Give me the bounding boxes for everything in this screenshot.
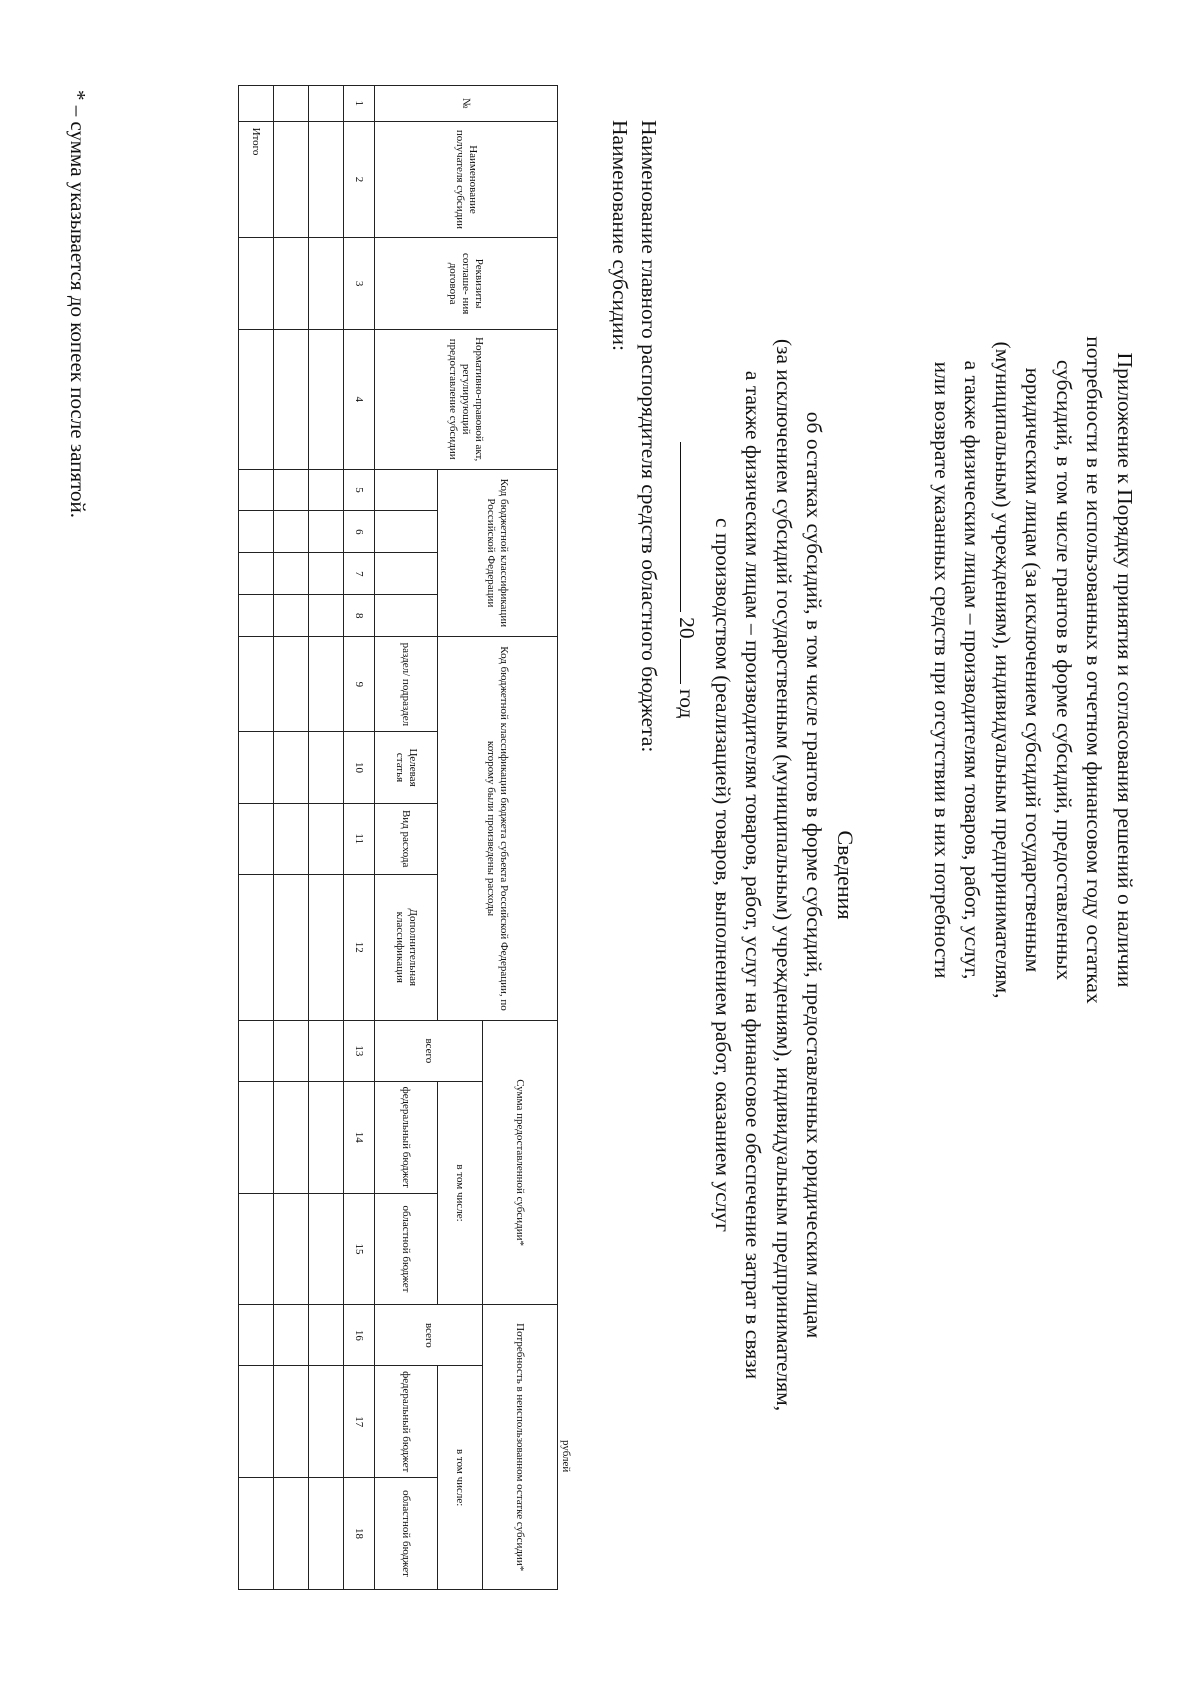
year-line	[674, 270, 703, 890]
table-cell[interactable]	[274, 1193, 309, 1305]
header-kbk-subject: Код бюджетной классификации бюджета субъекта Российской Федерации, по которому были произведены расходы	[438, 637, 558, 1021]
header-need-federal: федеральный бюджет	[375, 1366, 438, 1478]
header-agreement: Реквизиты соглаше- ния договора	[375, 238, 558, 329]
total-row	[239, 86, 274, 1590]
table-cell[interactable]	[309, 732, 344, 803]
subtitle-line: (за исключением субсидий государственным (муниципальным) учреждениям), индивидуальным предпринимателям,	[772, 338, 796, 1412]
total-label: Итого	[239, 121, 274, 238]
table-cell[interactable]	[239, 637, 274, 732]
table-cell[interactable]	[239, 874, 274, 1020]
table-cell[interactable]	[309, 803, 344, 874]
table-row	[309, 86, 344, 1590]
header-kbk-rf-part	[375, 595, 438, 637]
table-cell[interactable]	[309, 1020, 344, 1081]
table-cell[interactable]	[309, 238, 344, 329]
column-number: 3	[344, 238, 375, 329]
table-cell[interactable]	[274, 511, 309, 553]
header-article: Целевая статья	[375, 732, 438, 803]
table-cell[interactable]	[274, 874, 309, 1020]
column-number: 8	[344, 595, 375, 637]
column-number: 4	[344, 329, 375, 469]
appendix-line: или возврате указанных средств при отсутствии в них потребности	[930, 361, 954, 979]
report-table	[238, 85, 558, 1590]
table-cell[interactable]	[274, 1305, 309, 1366]
table-cell[interactable]	[239, 803, 274, 874]
table-cell[interactable]	[309, 329, 344, 469]
table-cell[interactable]	[274, 1478, 309, 1590]
table-cell[interactable]	[309, 86, 344, 122]
appendix-line: Приложение к Порядку принятия и согласования решений о наличии	[1113, 352, 1137, 988]
subtitle-line: с производством (реализацией) товаров, выполнением работ, оказанием услуг	[711, 518, 735, 1232]
appendix-header	[927, 290, 1141, 1050]
table-cell[interactable]	[274, 121, 309, 238]
table-cell[interactable]	[239, 1366, 274, 1478]
column-number: 14	[344, 1081, 375, 1193]
date-blank[interactable]	[680, 442, 703, 612]
table-cell[interactable]	[309, 1081, 344, 1193]
header-need: Потребность в неиспользованном остатке субсидии*	[483, 1305, 558, 1590]
header-provided-incl: в том числе:	[438, 1081, 483, 1305]
table-cell[interactable]	[274, 86, 309, 122]
footnote: * – сумма указывается до копеек после запятой.	[66, 90, 90, 518]
table-cell[interactable]	[309, 1478, 344, 1590]
column-number: 9	[344, 637, 375, 732]
header-expense-type: Вид расхода	[375, 803, 438, 874]
column-number: 16	[344, 1305, 375, 1366]
document-title: Сведения	[833, 830, 858, 920]
document-title-block	[708, 250, 861, 1500]
header-provided-regional: областной бюджет	[375, 1193, 438, 1305]
column-number: 12	[344, 874, 375, 1020]
header-provided: Сумма предоставленной субсидии*	[483, 1020, 558, 1305]
column-number: 11	[344, 803, 375, 874]
column-number: 18	[344, 1478, 375, 1590]
column-number: 5	[344, 469, 375, 511]
form-fields	[605, 120, 663, 1520]
table-cell[interactable]	[274, 595, 309, 637]
column-number: 7	[344, 553, 375, 595]
column-number: 10	[344, 732, 375, 803]
header-recipient: Наименование получателя субсидии	[375, 121, 558, 238]
header-act: Нормативно-правовой акт, регулирующий предоставление субсидии	[375, 329, 558, 469]
header-additional: Дополнительная классификация	[375, 874, 438, 1020]
table-cell[interactable]	[309, 595, 344, 637]
table-cell[interactable]	[309, 1305, 344, 1366]
table-row	[274, 86, 309, 1590]
table-cell[interactable]	[239, 238, 274, 329]
column-number: 1	[344, 86, 375, 122]
header-kbk-rf: Код бюджетной классификации Российской Федерации	[438, 469, 558, 637]
year-blank[interactable]	[680, 639, 703, 684]
table-cell[interactable]	[309, 637, 344, 732]
header-provided-total: всего	[375, 1020, 483, 1081]
table-cell[interactable]	[274, 1366, 309, 1478]
appendix-line: потребности в не использованных в отчетном финансовом году остатках	[1082, 336, 1107, 1004]
year-suffix: год	[675, 688, 699, 719]
table-cell[interactable]	[309, 121, 344, 238]
unit-label: рублей	[560, 1440, 572, 1473]
header-kbk-rf-part	[375, 553, 438, 595]
table-cell[interactable]	[274, 553, 309, 595]
subsidy-field-label: Наименование субсидии:	[608, 120, 632, 351]
table-cell[interactable]	[239, 732, 274, 803]
column-number: 13	[344, 1020, 375, 1081]
header-need-incl: в том числе:	[438, 1366, 483, 1590]
table-cell[interactable]	[239, 1193, 274, 1305]
year-prefix: 20	[675, 617, 699, 639]
table-cell[interactable]	[239, 553, 274, 595]
table-cell[interactable]	[274, 238, 309, 329]
table-cell[interactable]	[274, 637, 309, 732]
table-cell[interactable]	[309, 469, 344, 511]
header-kbk-rf-part	[375, 469, 438, 511]
header-need-regional: областной бюджет	[375, 1478, 438, 1590]
appendix-line: а также физическим лицам – производителям товаров, работ, услуг,	[960, 360, 985, 980]
column-number: 2	[344, 121, 375, 238]
subtitle-line: а также физическим лицам – производителям товаров, работ, услуг на финансовое обеспечение затрат в связи	[741, 370, 766, 1380]
header-need-total: всего	[375, 1305, 483, 1366]
table-cell[interactable]	[274, 1081, 309, 1193]
table-cell[interactable]	[239, 1020, 274, 1081]
header-no: №	[375, 86, 558, 122]
header-section: раздел/ подраздел	[375, 637, 438, 732]
header-provided-federal: федеральный бюджет	[375, 1081, 438, 1193]
manager-field-label: Наименование главного распорядителя средств областного бюджета:	[637, 120, 661, 753]
table-cell[interactable]	[274, 469, 309, 511]
table-cell[interactable]	[274, 732, 309, 803]
table-cell[interactable]	[274, 329, 309, 469]
table-cell[interactable]	[309, 1366, 344, 1478]
table-cell[interactable]	[274, 803, 309, 874]
table-cell[interactable]	[239, 469, 274, 511]
table-cell[interactable]	[239, 329, 274, 469]
column-number-row	[344, 86, 375, 1590]
appendix-line: (муниципальным) учреждениям), индивидуальным предпринимателям,	[991, 341, 1015, 999]
table-cell[interactable]	[309, 874, 344, 1020]
appendix-line: юридическим лицам (за исключением субсидий государственным	[1021, 367, 1046, 973]
table-cell[interactable]	[239, 511, 274, 553]
table-cell[interactable]	[239, 1305, 274, 1366]
table-cell[interactable]	[309, 1193, 344, 1305]
subtitle-line: об остатках субсидий, в том числе грантов в форме субсидий, предоставленных юридическим лицам	[802, 411, 827, 1339]
appendix-line: субсидий, в том числе грантов в форме субсидий, предоставленных	[1052, 359, 1076, 981]
column-number: 17	[344, 1366, 375, 1478]
table-cell[interactable]	[274, 1020, 309, 1081]
table-cell[interactable]	[309, 553, 344, 595]
table-cell[interactable]	[239, 1478, 274, 1590]
table-cell	[239, 86, 274, 122]
header-kbk-rf-part	[375, 511, 438, 553]
column-number: 15	[344, 1193, 375, 1305]
table-cell[interactable]	[309, 511, 344, 553]
table-cell[interactable]	[239, 1081, 274, 1193]
table-cell[interactable]	[239, 595, 274, 637]
column-number: 6	[344, 511, 375, 553]
